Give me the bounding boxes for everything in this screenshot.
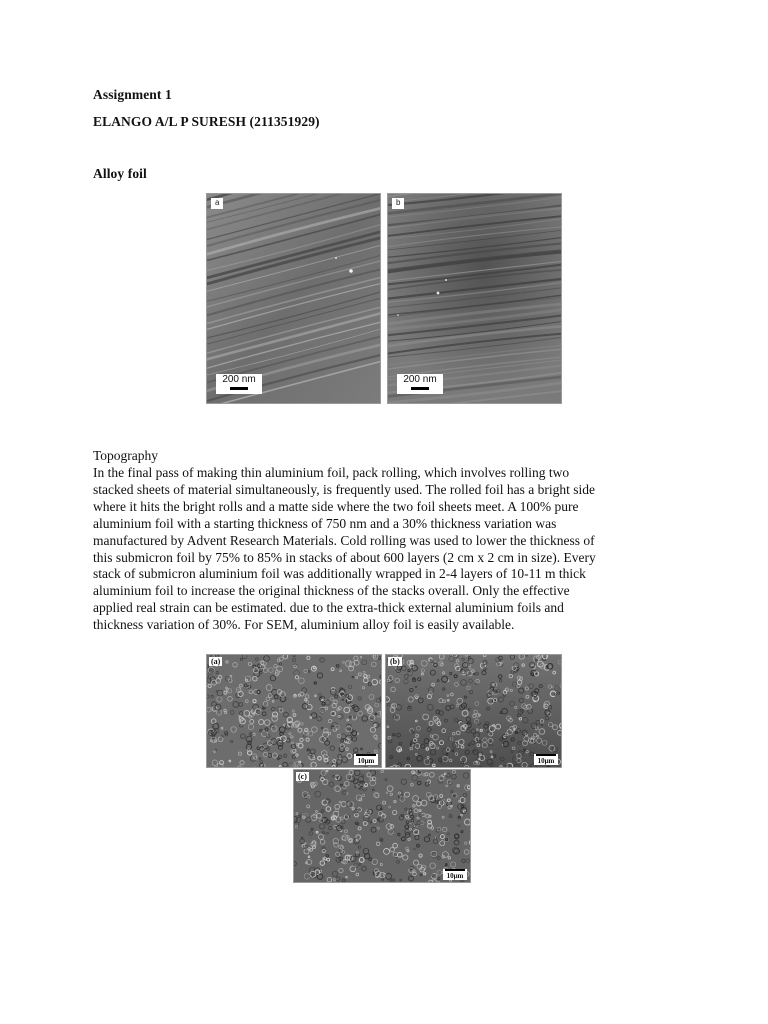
sem-scale-bar-b-label: 10μm <box>537 757 555 765</box>
sem-micrograph-b-image <box>386 655 562 768</box>
paragraph-line: manufactured by Advent Research Materials. Cold rolling was used to lower the thickness of <box>93 532 595 548</box>
panel-label-a: a <box>211 198 223 209</box>
scale-bar-a <box>216 374 262 394</box>
sem-micrograph-a-image <box>207 655 382 768</box>
scale-bar-a-line <box>230 387 248 390</box>
micrograph-a <box>206 193 381 404</box>
assignment-title: Assignment 1 <box>93 87 172 102</box>
paragraph-line: aluminium foil with a starting thickness of 750 nm and a 30% thickness variation was <box>93 515 557 531</box>
micrograph-a-image <box>207 194 381 404</box>
author-line: ELANGO A/L P SURESH (211351929) <box>93 114 320 129</box>
sem-panel-label-a: (a) <box>211 657 221 666</box>
micrograph-b <box>387 193 562 404</box>
micrograph-b-image <box>388 194 562 404</box>
scale-bar-b-line <box>411 387 429 390</box>
sem-scale-bar-c-line <box>445 869 465 871</box>
paragraph-line: this submicron foil by 75% to 85% in stacks of about 600 layers (2 cm x 2 cm in size). Every <box>93 549 596 565</box>
paragraph-line: stacked sheets of material simultaneously, is frequently used. The rolled foil has a bright side <box>93 481 595 497</box>
paragraph-line: thickness variation of 30%. For SEM, aluminium alloy foil is easily available. <box>93 617 515 633</box>
panel-label-b: b <box>392 198 404 209</box>
scale-bar-b-label: 200 nm <box>403 374 437 385</box>
sem-micrograph-a <box>206 654 382 768</box>
sem-scale-bar-c-label: 10μm <box>446 872 464 880</box>
section-heading: Alloy foil <box>93 166 147 181</box>
paragraph-line: where it hits the bright rolls and a matte side where the two foil sheets meet. A 100% pure <box>93 498 579 514</box>
sem-scale-bar-a-label: 10μm <box>357 757 375 765</box>
sem-micrograph-c <box>293 769 471 883</box>
paragraph-line: aluminium foil to increase the original thickness of the stacks overall. Only the effective <box>93 583 570 599</box>
topography-paragraph <box>93 465 693 634</box>
sem-scale-bar-b <box>534 754 558 765</box>
sem-micrograph-b <box>385 654 562 768</box>
sem-scale-bar-c <box>443 869 467 880</box>
sem-micrograph-c-image <box>294 770 471 883</box>
sem-panel-label-c: (c) <box>298 772 307 781</box>
sem-scale-bar-a <box>354 754 378 765</box>
paragraph-line: In the final pass of making thin aluminium foil, pack rolling, which involves rolling two <box>93 465 570 480</box>
scale-bar-a-label: 200 nm <box>222 374 256 385</box>
paragraph-line: applied real strain can be estimated. due to the extra-thick external aluminium foils and <box>93 600 564 616</box>
scale-bar-b <box>397 374 443 394</box>
sem-scale-bar-b-line <box>536 754 556 756</box>
topography-title: Topography <box>93 448 159 463</box>
paragraph-line: stack of submicron aluminium foil was additionally wrapped in 2-4 layers of 10-11 m thick <box>93 566 586 582</box>
sem-scale-bar-a-line <box>356 754 376 756</box>
sem-panel-label-b: (b) <box>390 657 400 666</box>
